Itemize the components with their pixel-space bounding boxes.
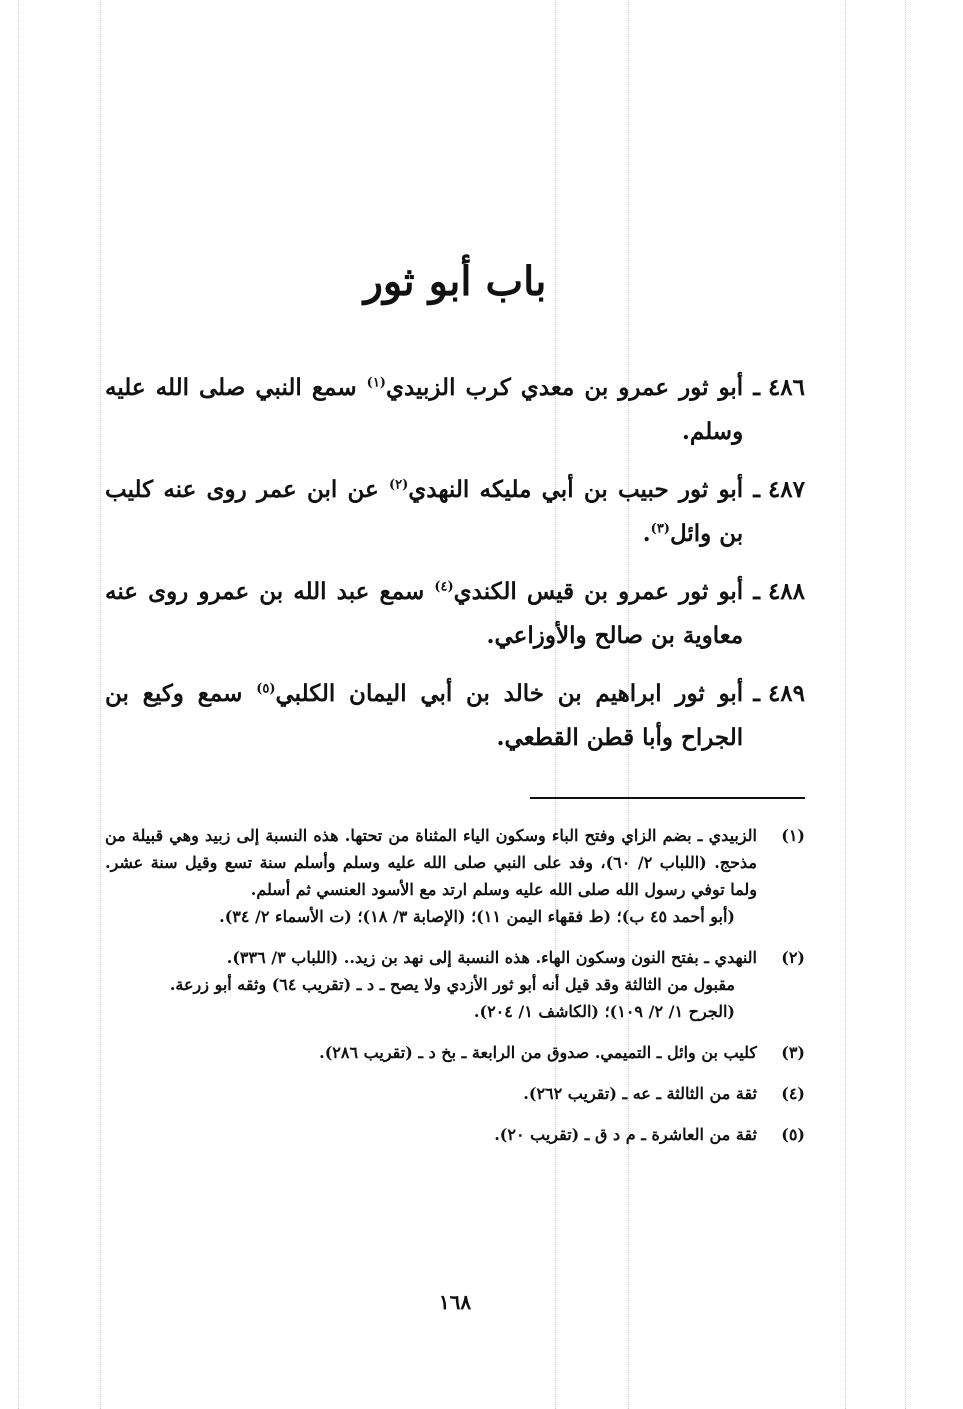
footnote-body	[105, 1039, 757, 1066]
footnote-line: مقبول من الثالثة وقد قيل أنه أبو ثور الأزدي ولا يصح ـ د ـ (تقريب ٦٤) وثقه أبو زرعة.	[169, 975, 735, 994]
footnote-body	[105, 1121, 757, 1148]
entry-489	[105, 672, 805, 760]
entry-text: أبو ثور حبيب بن أبي مليكه النهدي$^{(٢)}$ عن ابن عمر روى عنه كليب بن وائل$^{(٣)}$.	[105, 476, 744, 547]
footnote-line: الزبيدي ـ بضم الزاي وفتح الباء وسكون الياء المثناة من تحتها. هذه النسبة إلى زبيد وهي قبيلة من مذحج. (اللباب ٢/ ٦٠)، وفد على النبي صلى الله عليه وسلم وأسلم سنة تسع وقيل سنة عشر. ولما توفي رسول الله صلى الله عليه وسلم ارتد مع الأسود العنسي ثم أسلم.	[105, 826, 757, 899]
footnote-number: (١)	[781, 826, 805, 845]
entry-text: أبو ثور عمرو بن معدي كرب الزبيدي$^{(١)}$ سمع النبي صلى الله عليه وسلم.	[105, 374, 744, 445]
footnote-number: (٢)	[781, 948, 805, 967]
footnote-line: كليب بن وائل ـ التميمي. صدوق من الرابعة ـ بخ د ـ (تقريب ٢٨٦).	[319, 1043, 757, 1062]
footnotes-list	[105, 822, 805, 1162]
entry-number: ٤٨٧ ـ	[753, 476, 805, 503]
footnote-ref: (٤)	[434, 579, 454, 595]
footnote-1	[105, 822, 805, 930]
footnote-number: (٥)	[781, 1125, 805, 1144]
chapter-title: باب أبو ثور	[363, 258, 547, 305]
footnote-ref: (٣)	[650, 521, 670, 537]
entry-text: أبو ثور ابراهيم بن خالد بن أبي اليمان الكلبي$^{(٥)}$ سمع وكيع بن الجراح وأبا قطن القطعي.	[105, 680, 744, 751]
page-content	[105, 0, 805, 1409]
page-number: ١٦٨	[438, 1290, 472, 1314]
footnote-divider	[530, 797, 805, 799]
entries-list	[105, 366, 805, 774]
entry-number: ٤٨٩ ـ	[753, 680, 805, 707]
scan-artifact-line	[18, 0, 19, 1409]
scan-artifact-line	[845, 0, 846, 1409]
footnote-ref: (٢)	[388, 477, 409, 493]
footnote-body	[105, 822, 757, 930]
footnote-line: (أبو أحمد ٤٥ ب)؛ (ط فقهاء اليمن ١١)؛ (الإصابة ٣/ ١٨)؛ (ت الأسماء ٢/ ٣٤).	[219, 907, 735, 926]
scan-artifact-line	[905, 0, 906, 1409]
footnote-ref: (٥)	[256, 681, 276, 697]
entry-number: ٤٨٨ ـ	[753, 578, 805, 605]
footnote-body	[105, 944, 757, 1025]
entry-text: أبو ثور عمرو بن قيس الكندي$^{(٤)}$ سمع عبد الله بن عمرو روى عنه معاوية بن صالح والأوزاعي.	[105, 578, 744, 649]
footnote-body	[105, 1080, 757, 1107]
footnote-line: النهدي ـ بفتح النون وسكون الهاء. هذه النسبة إلى نهد بن زيد.. (اللباب ٣/ ٣٣٦).	[226, 948, 757, 967]
scan-artifact-line	[100, 0, 101, 1409]
footnote-5	[105, 1121, 805, 1148]
footnote-number: (٣)	[781, 1043, 805, 1062]
entry-487	[105, 468, 805, 556]
footnote-2	[105, 944, 805, 1025]
footnote-line: ثقة من الثالثة ـ عه ـ (تقريب ٢٦٢).	[523, 1084, 757, 1103]
footnote-ref: (١)	[366, 375, 386, 391]
footnote-3	[105, 1039, 805, 1066]
footnote-line: (الجرح ١/ ٢/ ١٠٩)؛ (الكاشف ١/ ٢٠٤).	[473, 1002, 735, 1021]
entry-488	[105, 570, 805, 658]
footnote-line: ثقة من العاشرة ـ م د ق ـ (تقريب ٢٠).	[494, 1125, 757, 1144]
entry-486	[105, 366, 805, 454]
entry-number: ٤٨٦ ـ	[753, 374, 805, 401]
footnote-number: (٤)	[781, 1084, 805, 1103]
footnote-4	[105, 1080, 805, 1107]
